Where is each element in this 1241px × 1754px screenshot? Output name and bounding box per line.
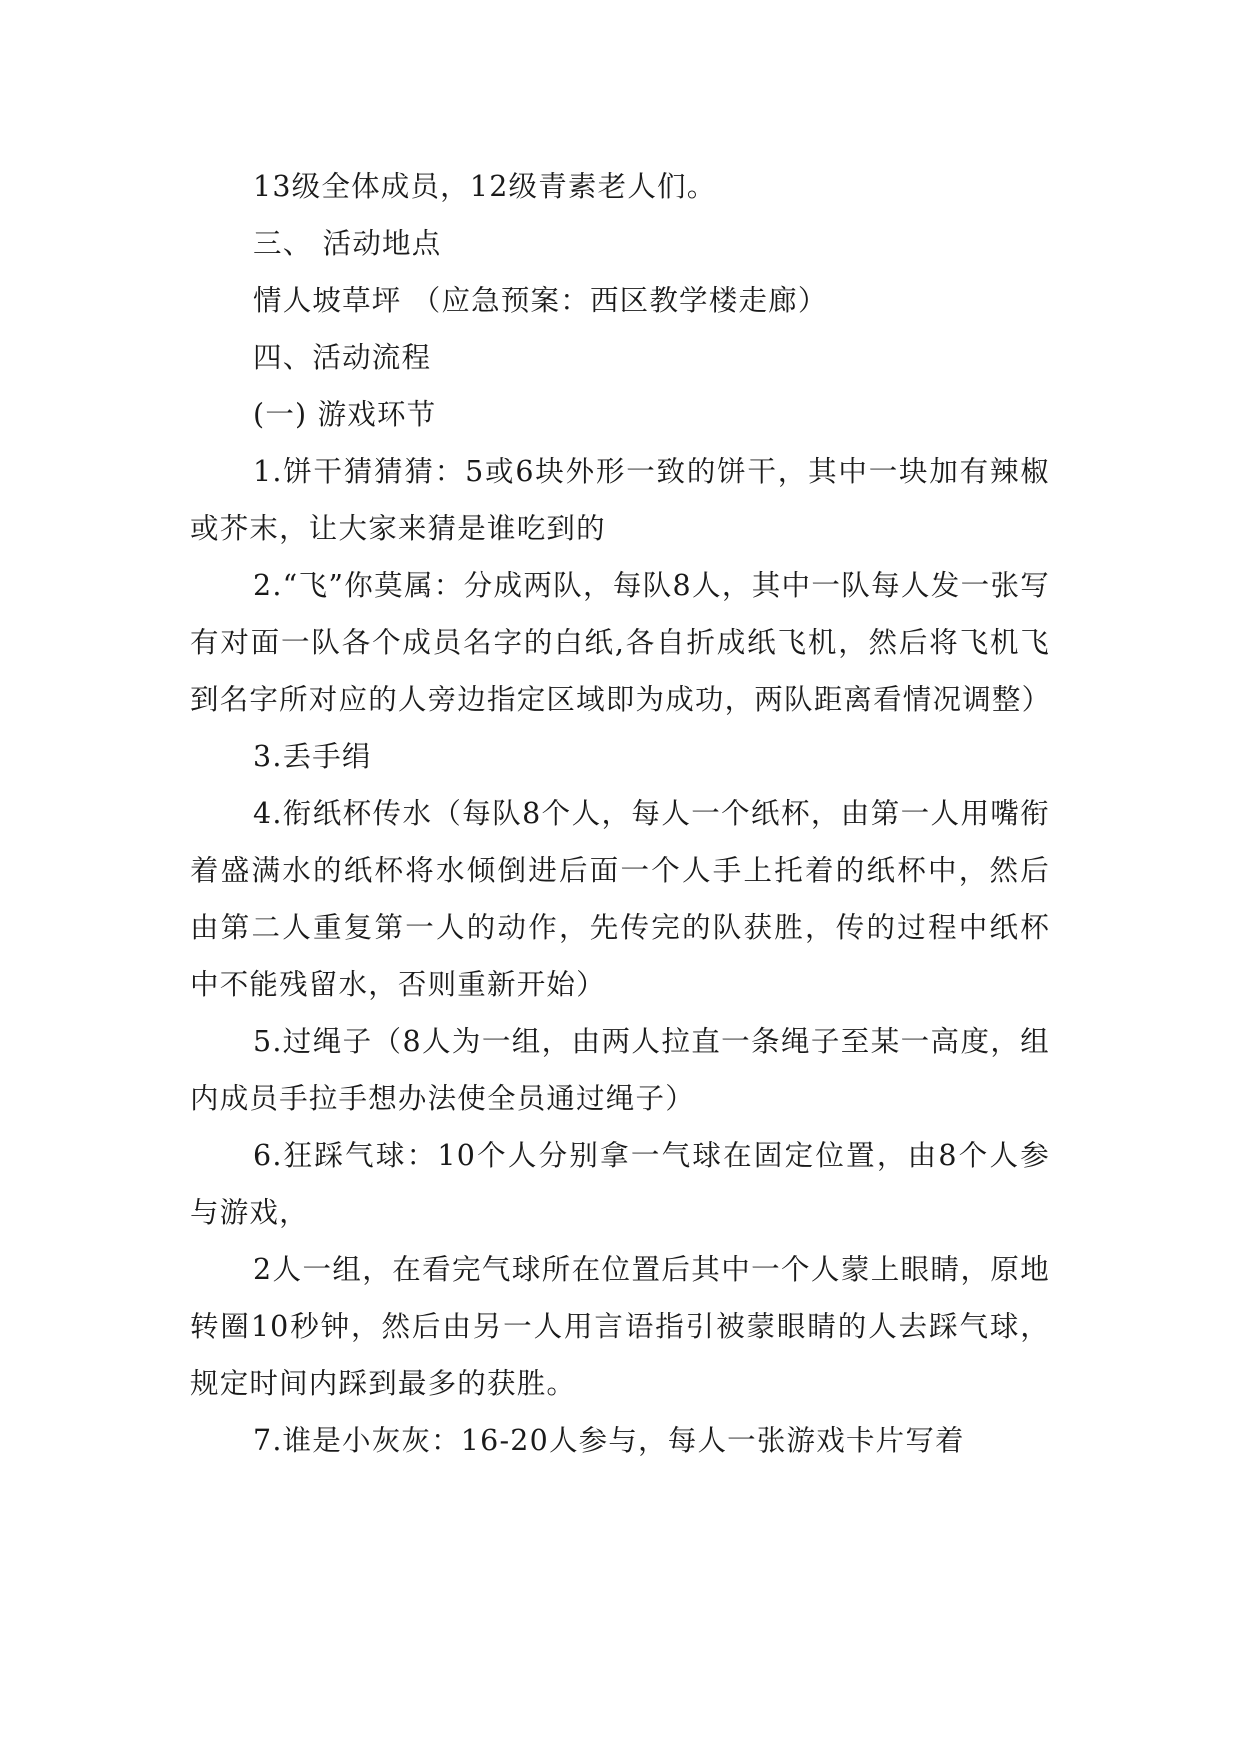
participants-line: 13级全体成员，12级青素老人们。 [253, 170, 717, 203]
game-item-4: 4.衔纸杯传水（每队8个人，每人一个纸杯，由第一人用嘴衔着盛满水的纸杯将水倾倒进后面一个人手上托着的纸杯中，然后由第二人重复第一人的动作，先传完的队获胜，传的过程中纸杯中不能残留水，否则重新开始） [190, 797, 1050, 1001]
document-body [190, 158, 1050, 1469]
game-item-2: 2.“飞”你莫属：分成两队，每队8人，其中一队每人发一张写有对面一队各个成员名字的白纸,各自折成纸飞机，然后将飞机飞到名字所对应的人旁边指定区域即为成功，两队距离看情况调整） [190, 569, 1052, 716]
section-heading-location: 三、 活动地点 [253, 227, 442, 260]
game-item-6-detail: 2人一组，在看完气球所在位置后其中一个人蒙上眼睛，原地转圈10秒钟，然后由另一人用言语指引被蒙眼睛的人去踩气球，规定时间内踩到最多的获胜。 [190, 1253, 1050, 1400]
game-item-1: 1.饼干猜猜猜：5或6块外形一致的饼干，其中一块加有辣椒或芥末，让大家来猜是谁吃到的 [190, 455, 1050, 545]
game-item-6: 6.狂踩气球：10个人分别拿一气球在固定位置，由8个人参与游戏， [190, 1139, 1050, 1229]
game-item-3: 3.丢手绢 [253, 740, 372, 773]
section-heading-process: 四、活动流程 [253, 341, 432, 374]
game-item-7: 7.谁是小灰灰：16-20人参与，每人一张游戏卡片写着 [253, 1424, 965, 1457]
location-line: 情人坡草坪 （应急预案：西区教学楼走廊） [253, 284, 828, 317]
game-item-5: 5.过绳子（8人为一组，由两人拉直一条绳子至某一高度，组内成员手拉手想办法使全员通过绳子） [190, 1025, 1050, 1115]
subsection-heading-games: (一) 游戏环节 [253, 398, 437, 431]
